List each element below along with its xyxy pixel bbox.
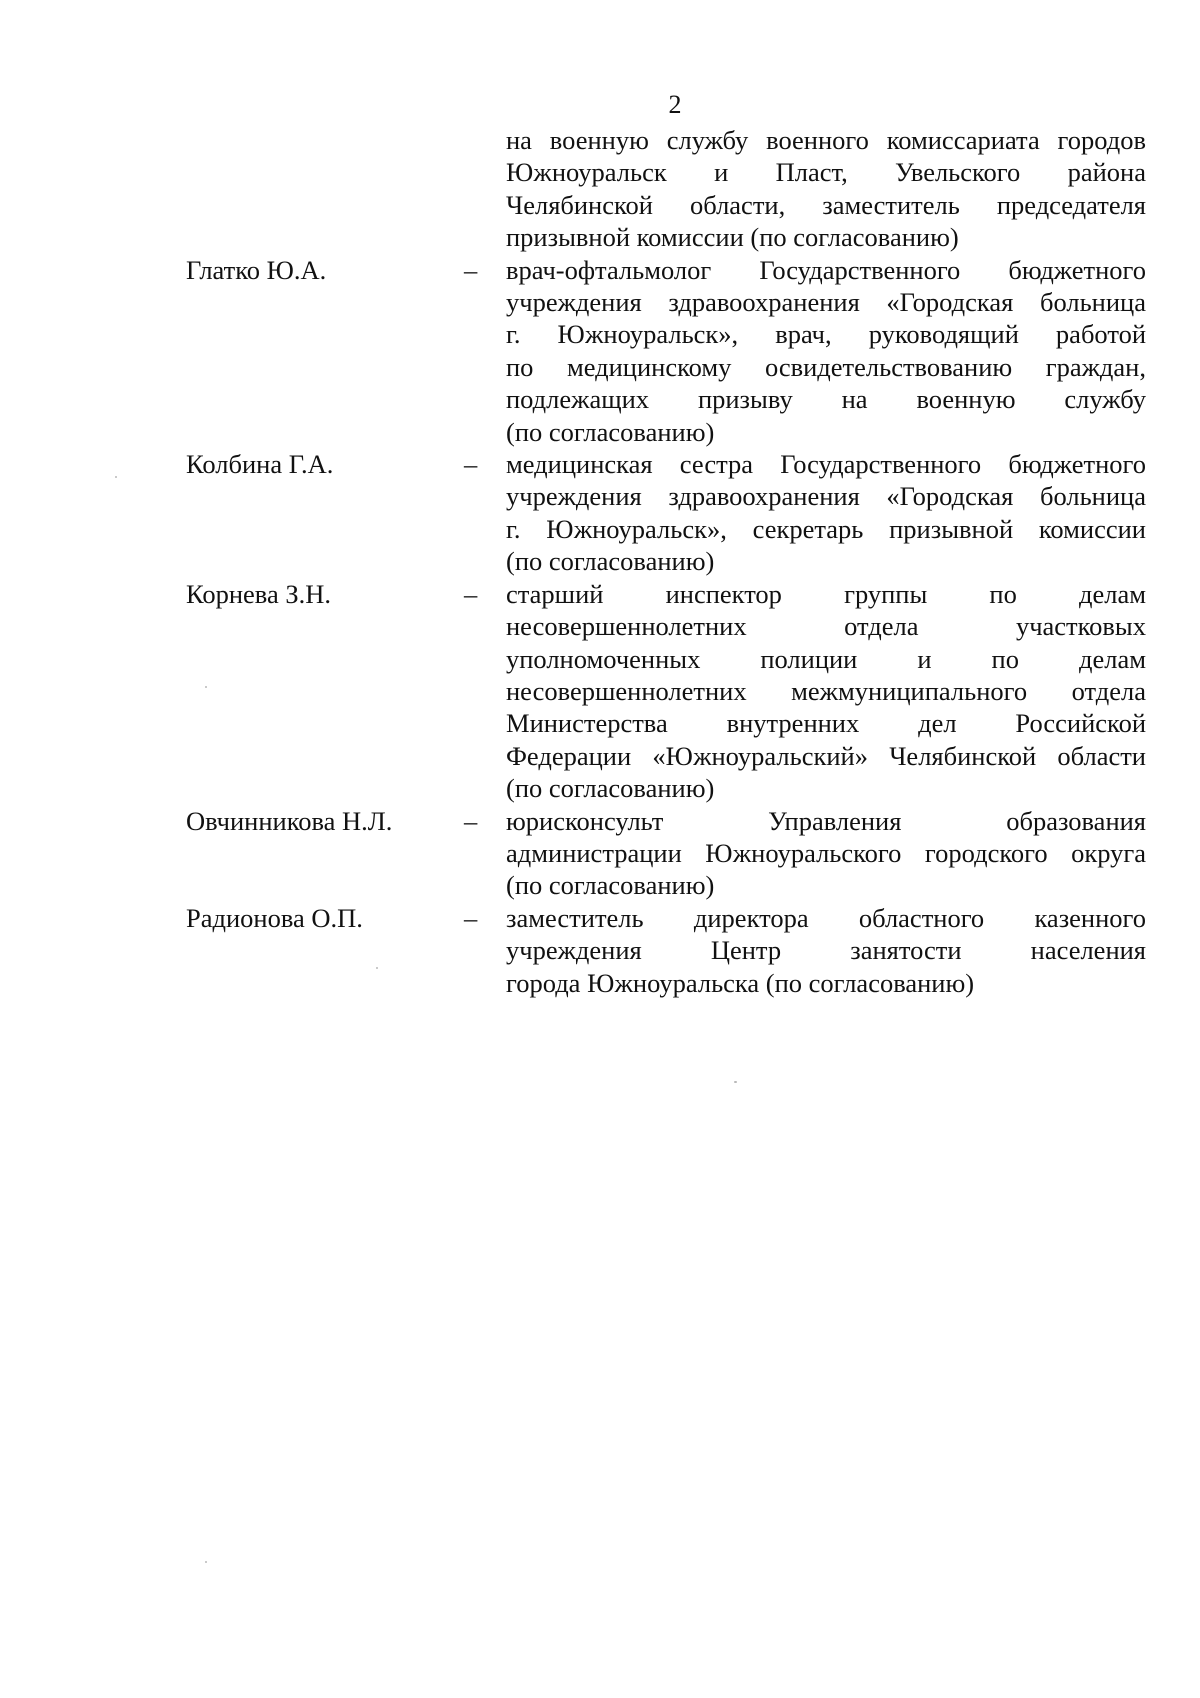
description-line: Южноуральск и Пласт, Увельского района: [506, 157, 1146, 188]
continuation-description: [506, 124, 1146, 254]
member-description: [506, 902, 1146, 999]
member-description: [506, 254, 1146, 448]
description-line: учреждения здравоохранения «Городская больница: [506, 287, 1146, 318]
description-line: г. Южноуральск», секретарь призывной комиссии: [506, 513, 1146, 544]
description-line: Федерации «Южноуральский» Челябинской области: [506, 740, 1146, 771]
member-dash: –: [464, 578, 478, 609]
page-number-text: 2: [668, 90, 682, 119]
continuation-entry: [186, 124, 1146, 254]
member-entry: [186, 448, 1146, 578]
member-entry: [186, 902, 1146, 999]
description-line: несовершеннолетних отдела участковых: [506, 611, 1146, 642]
member-dash: –: [464, 449, 478, 480]
description-line: уполномоченных полиции и по делам: [506, 643, 1146, 674]
member-name: Радионова О.П.: [186, 902, 363, 933]
description-line: (по согласованию): [506, 870, 715, 901]
description-line: администрации Южноуральского городского округа: [506, 837, 1146, 868]
description-line: (по согласованию): [506, 773, 715, 804]
description-line: по медицинскому освидетельствованию граждан,: [506, 351, 1146, 382]
page-number: [0, 90, 1200, 120]
member-dash: –: [464, 805, 478, 836]
commission-member-list: [186, 124, 1146, 999]
member-name: Корнева З.Н.: [186, 578, 332, 609]
description-line: медицинская сестра Государственного бюджетного: [506, 449, 1146, 480]
description-line: г. Южноуральск», врач, руководящий работой: [506, 319, 1146, 350]
scan-speck: [205, 686, 207, 688]
member-entry: [186, 254, 1146, 448]
description-line: заместитель директора областного казенного: [506, 902, 1146, 933]
scan-speck: [205, 1561, 207, 1563]
description-line: учреждения здравоохранения «Городская больница: [506, 481, 1146, 512]
scan-speck: [734, 1081, 737, 1083]
description-line: врач-офтальмолог Государственного бюджетного: [506, 254, 1146, 285]
description-line: (по согласованию): [506, 546, 715, 577]
description-line: (по согласованию): [506, 416, 715, 447]
scan-speck: [115, 476, 117, 478]
member-name: Колбина Г.А.: [186, 449, 334, 480]
description-line: Челябинской области, заместитель председателя: [506, 189, 1146, 220]
description-line: города Южноуральска (по согласованию): [506, 967, 975, 998]
description-line: подлежащих призыву на военную службу: [506, 384, 1146, 415]
member-entry: [186, 805, 1146, 902]
member-name: Глатко Ю.А.: [186, 254, 327, 285]
member-entry: [186, 578, 1146, 805]
member-description: [506, 578, 1146, 805]
member-description: [506, 805, 1146, 902]
description-line: Министерства внутренних дел Российской: [506, 708, 1146, 739]
description-line: несовершеннолетних межмуниципального отдела: [506, 675, 1146, 706]
description-line: старший инспектор группы по делам: [506, 578, 1146, 609]
member-name: Овчинникова Н.Л.: [186, 805, 393, 836]
description-line: призывной комиссии (по согласованию): [506, 222, 959, 253]
description-line: юрисконсульт Управления образования: [506, 805, 1146, 836]
description-line: на военную службу военного комиссариата городов: [506, 125, 1146, 155]
description-line: учреждения Центр занятости населения: [506, 935, 1146, 966]
member-description: [506, 448, 1146, 578]
member-dash: –: [464, 254, 478, 285]
scan-speck: [376, 967, 378, 969]
member-dash: –: [464, 902, 478, 933]
